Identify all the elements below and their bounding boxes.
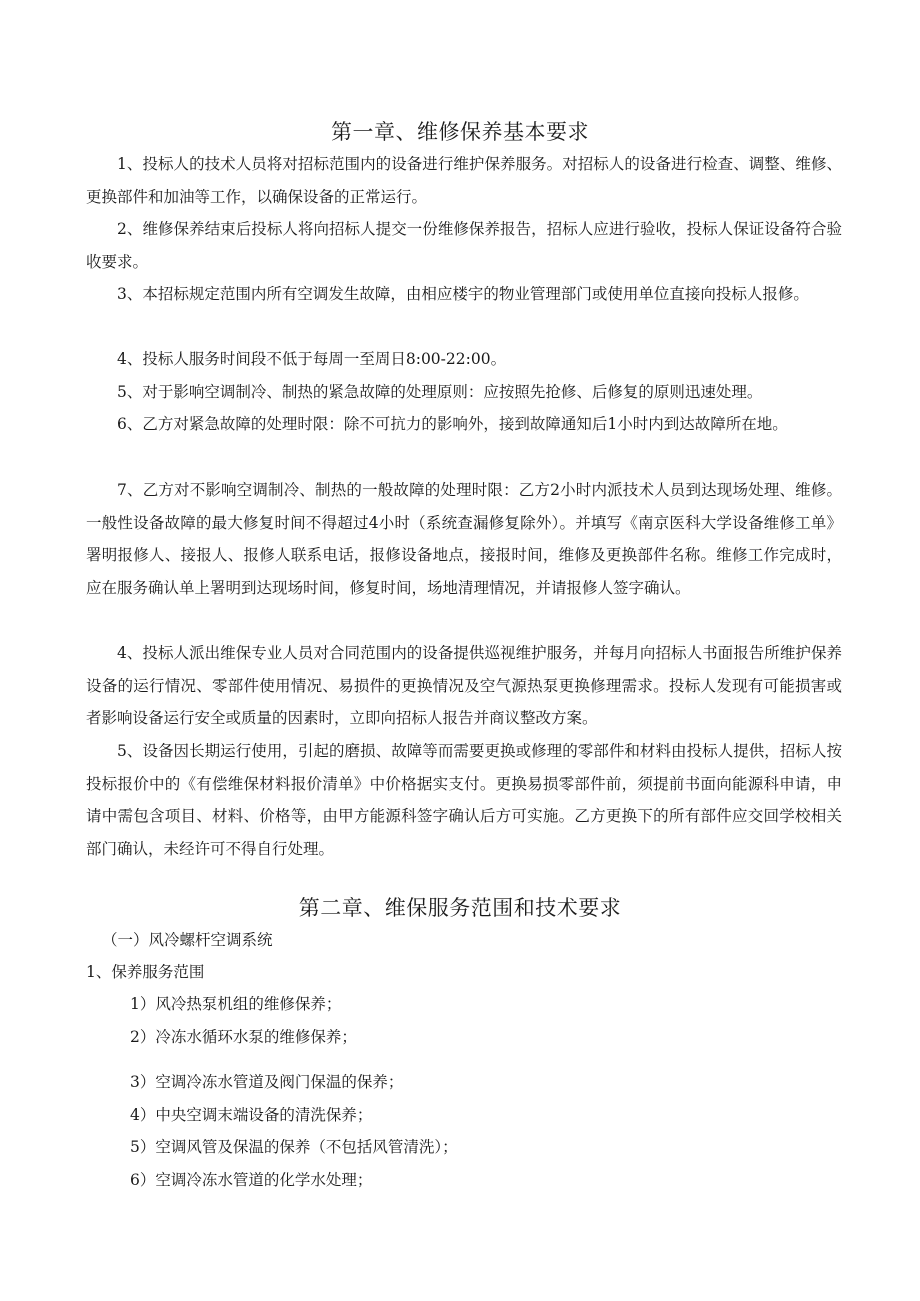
subsection-title: 1、保养服务范围	[86, 963, 205, 981]
list-item: 3）空调冷冻水管道及阀门保温的保养；	[130, 1073, 404, 1091]
paragraph: 2、维修保养结束后投标人将向招标人提交一份维修保养报告，招标人应进行验收，投标人保证设备符合验收要求。	[86, 220, 842, 271]
section-title: （一）风冷螺杆空调系统	[102, 931, 273, 949]
paragraph: 6、乙方对紧急故障的处理时限：除不可抗力的影响外，接到故障通知后1小时内到达故障所在地。	[117, 415, 788, 433]
chapter-1-title: 第一章、维修保养基本要求	[331, 120, 589, 144]
paragraph: 4、投标人服务时间段不低于每周一至周日8:00-22:00。	[117, 350, 507, 368]
paragraph: 3、本招标规定范围内所有空调发生故障，由相应楼宇的物业管理部门或使用单位直接向投标人报修。	[117, 285, 809, 303]
list-item: 5）空调风管及保温的保养（不包括风管清洗）；	[130, 1138, 458, 1156]
list-item: 2）冷冻水循环水泵的维修保养；	[130, 1028, 357, 1046]
paragraph: 5、对于影响空调制冷、制热的紧急故障的处理原则：应按照先抢修、后修复的原则迅速处理。	[117, 383, 763, 401]
list-item: 6）空调冷冻水管道的化学水处理；	[130, 1171, 373, 1189]
list-item: 4）中央空调末端设备的清洗保养；	[130, 1106, 373, 1124]
paragraph: 7、乙方对不影响空调制冷、制热的一般故障的处理时限：乙方2小时内派技术人员到达现场处理、维修。一般性设备故障的最大修复时间不得超过4小时（系统查漏修复除外）。并填写《南京医科大学设备维修工单》署明报修人、接报人、报修人联系电话，报修设备地点，接报时间，维修及更换部件名称。维修工作完成时，应在服务确认单上署明到达现场时间，修复时间，场地清理情况，并请报修人签字确认。	[86, 481, 842, 597]
paragraph: 5、设备因长期运行使用，引起的磨损、故障等而需要更换或修理的零部件和材料由投标人提供，招标人按投标报价中的《有偿维保材料报价清单》中价格据实支付。更换易损零部件前，须提前书面向能源科申请，申请中需包含项目、材料、价格等，由甲方能源科签字确认后方可实施。乙方更换下的所有部件应交回学校相关部门确认，未经许可不得自行处理。	[86, 742, 842, 858]
paragraph: 1、投标人的技术人员将对招标范围内的设备进行维护保养服务。对招标人的设备进行检查、调整、维修、更换部件和加油等工作，以确保设备的正常运行。	[86, 155, 842, 206]
list-item: 1）风冷热泵机组的维修保养；	[130, 995, 342, 1013]
chapter-2-title: 第二章、维保服务范围和技术要求	[298, 896, 622, 920]
paragraph: 4、投标人派出维保专业人员对合同范围内的设备提供巡视维护服务，并每月向招标人书面报告所维护保养设备的运行情况、零部件使用情况、易损件的更换情况及空气源热泵更换修理需求。投标人发现有可能损害或者影响设备运行安全或质量的因素时，立即向招标人报告并商议整改方案。	[86, 644, 842, 728]
